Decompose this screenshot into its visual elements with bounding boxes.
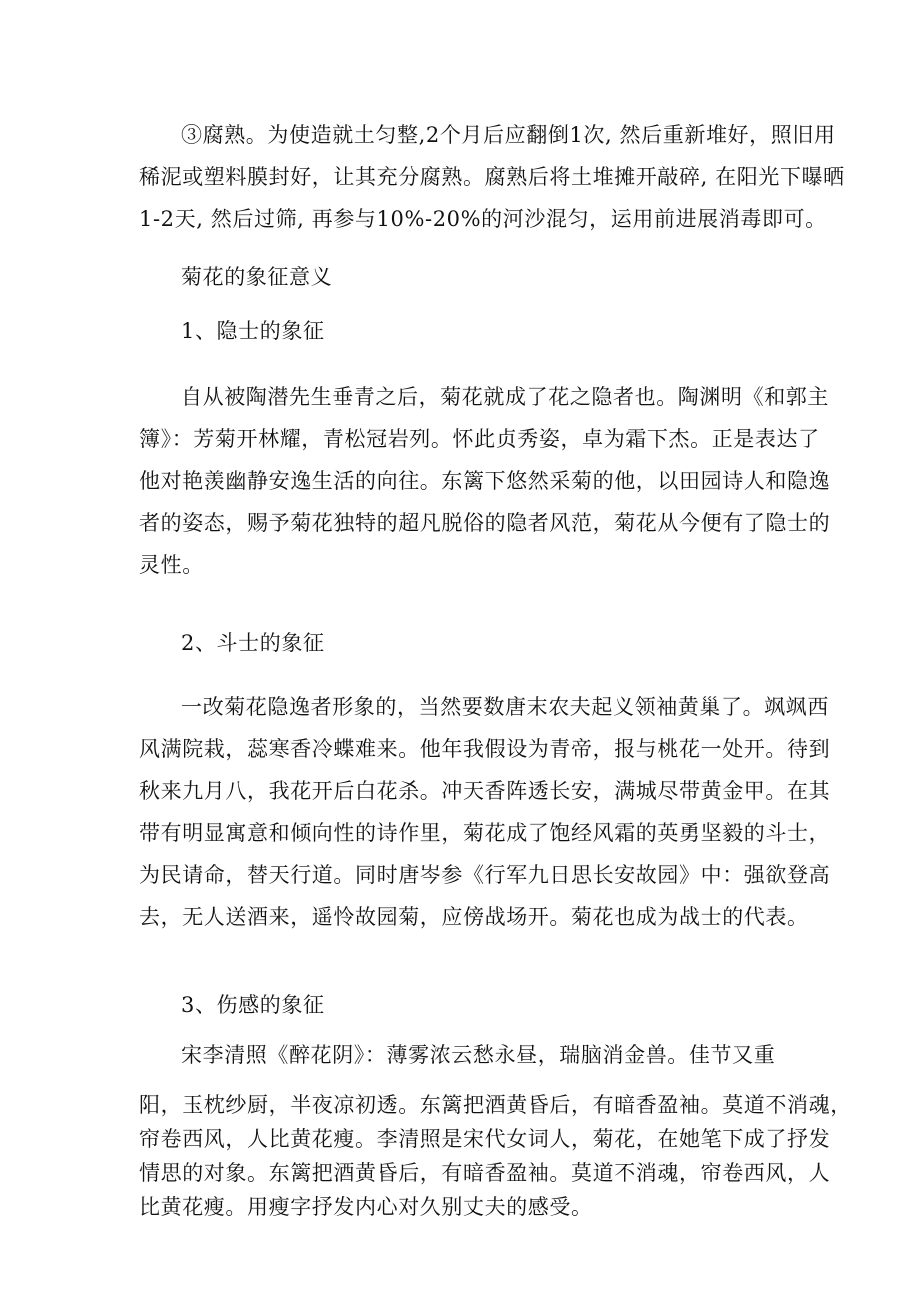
paragraph-line: 帘卷西风，人比黄花瘦。李清照是宋代女词人，菊花，在她笔下成了抒发 — [139, 1127, 831, 1151]
paragraph-line: 簿》：芳菊开林耀，青松冠岩列。怀此贞秀姿，卓为霜下杰。正是表达了 — [139, 427, 820, 451]
paragraph-line: 灵性。 — [139, 553, 204, 577]
section-title: 菊花的象征意义 — [181, 265, 333, 289]
paragraph-hermit — [139, 376, 831, 586]
paragraph-sorrow — [139, 1088, 852, 1224]
paragraph-fighter — [139, 686, 831, 938]
paragraph-line: 阳，玉枕纱厨，半夜凉初透。东篱把酒黄昏后，有暗香盈袖。莫道不消魂， — [139, 1093, 852, 1117]
paragraph-line: 自从被陶潜先生垂青之后，菊花就成了花之隐者也。陶渊明《和郭主 — [181, 385, 829, 409]
paragraph-line: 秋来九月八，我花开后白花杀。冲天香阵透长安，满城尽带黄金甲。在其 — [139, 779, 831, 803]
paragraph-composting — [139, 114, 845, 240]
paragraph-line: 风满院栽，蕊寒香冷蝶难来。他年我假设为青帝，报与桃花一处开。待到 — [139, 737, 831, 761]
paragraph-line: 带有明显寓意和倾向性的诗作里，菊花成了饱经风霜的英勇坚毅的斗士， — [139, 821, 831, 845]
heading-sorrow: 3、伤感的象征 — [181, 993, 325, 1017]
paragraph-line: 为民请命，替天行道。同时唐岑参《行军九日思长安故园》中：强欲登高 — [139, 863, 831, 887]
paragraph-line: ③腐熟。为使造就土匀整,2个月后应翻倒1次, 然后重新堆好，照旧用 — [181, 123, 836, 147]
paragraph-line: 者的姿态，赐予菊花独特的超凡脱俗的隐者风范，菊花从今便有了隐士的 — [139, 511, 831, 535]
paragraph-line: 一改菊花隐逸者形象的，当然要数唐末农夫起义领袖黄巢了。飒飒西 — [181, 695, 829, 719]
paragraph-sorrow-first-line: 宋李清照《醉花阴》：薄雾浓云愁永昼，瑞脑消金兽。佳节又重 — [181, 1043, 776, 1067]
paragraph-line: 1-2天, 然后过筛, 再参与10%-20%的河沙混匀，运用前进展消毒即可。 — [139, 207, 827, 231]
heading-fighter: 2、斗士的象征 — [181, 631, 325, 655]
heading-hermit: 1、隐士的象征 — [181, 319, 325, 343]
paragraph-line: 比黄花瘦。用瘦字抒发内心对久别丈夫的感受。 — [139, 1195, 593, 1219]
paragraph-line: 他对艳羡幽静安逸生活的向往。东篱下悠然采菊的他，以田园诗人和隐逸 — [139, 469, 831, 493]
paragraph-line: 去，无人送酒来，遥怜故园菊，应傍战场开。菊花也成为战士的代表。 — [139, 905, 809, 929]
paragraph-line: 稀泥或塑料膜封好，让其充分腐熟。腐熟后将土堆摊开敲碎, 在阳光下曝晒 — [139, 165, 845, 189]
paragraph-line: 情思的对象。东篱把酒黄昏后，有暗香盈袖。莫道不消魂，帘卷西风，人 — [139, 1161, 831, 1185]
